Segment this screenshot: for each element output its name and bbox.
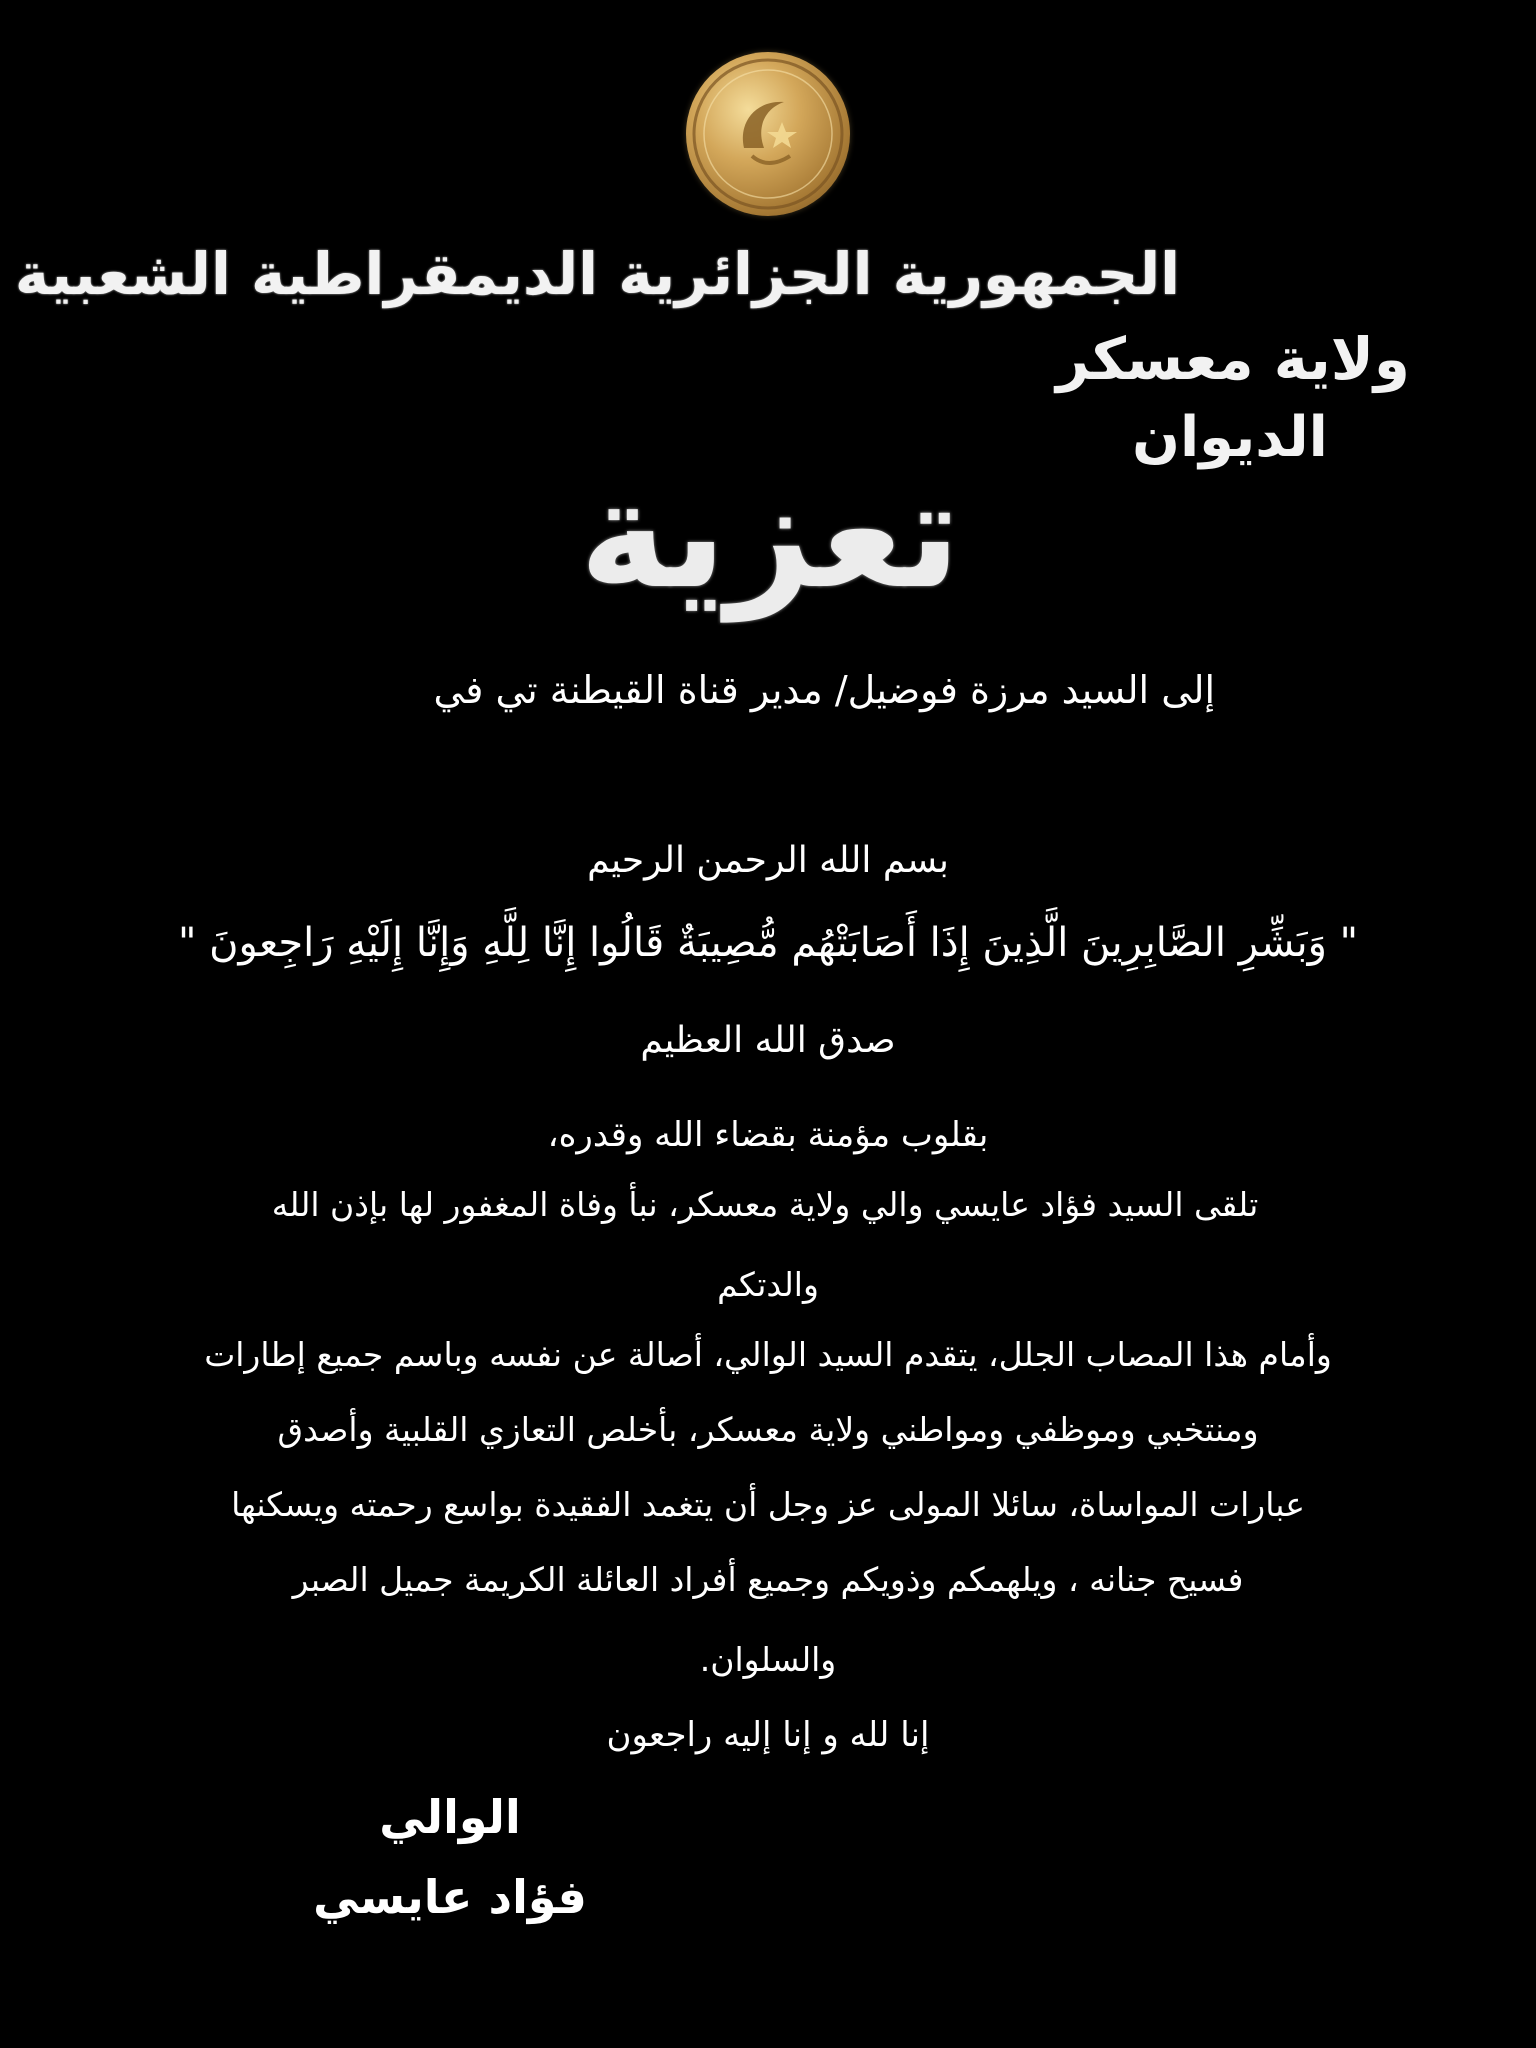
basmala: بسم الله الرحمن الرحيم	[587, 840, 949, 881]
body-line: وأمام هذا المصاب الجلل، يتقدم السيد الوالي، أصالة عن نفسه وباسم جميع إطارات	[204, 1335, 1332, 1374]
body-line: ومنتخبي وموظفي ومواطني ولاية معسكر، بأخلص التعازي القلبية وأصدق	[277, 1410, 1259, 1449]
quran-verse: " وَبَشِّرِ الصَّابِرِينَ الَّذِينَ إِذَا أَصَابَتْهُم مُّصِيبَةٌ قَالُوا إِنَّا لِلَّهِ وَإِنَّا إِلَيْهِ رَاجِعونَ "	[177, 920, 1359, 966]
signature-name: فؤاد عايسي	[313, 1870, 587, 1924]
seal-emblem-graphic	[686, 52, 850, 216]
body-line: عبارات المواساة، سائلا المولى عز وجل أن يتغمد الفقيدة بواسع رحمته ويسكنها	[231, 1485, 1305, 1524]
office-name: الديوان	[1132, 405, 1328, 470]
recipient-line: إلى السيد مرزة فوضيل/ مدير قناة القيطنة تي في	[433, 668, 1215, 712]
body-line: فسيح جنانه ، ويلهمكم وذويكم وجميع أفراد العائلة الكريمة جميل الصبر	[292, 1560, 1244, 1599]
closing-line: إنا لله و إنا إليه راجعون	[606, 1715, 930, 1755]
algeria-seal-icon	[686, 52, 850, 216]
body-intro: بقلوب مؤمنة بقضاء الله وقدره،	[547, 1115, 989, 1155]
document-title: تعزية	[579, 448, 961, 622]
signature-title: الوالي	[379, 1790, 521, 1844]
body-line: والدتكم	[717, 1265, 819, 1304]
country-name: الجمهورية الجزائرية الديمقراطية الشعبية	[14, 240, 1180, 308]
body-line: والسلوان.	[699, 1640, 837, 1679]
wilaya-name: ولاية معسكر	[1056, 325, 1410, 393]
sadaq-line: صدق الله العظيم	[640, 1020, 896, 1061]
body-line: تلقى السيد فؤاد عايسي والي ولاية معسكر، نبأ وفاة المغفور لها بإذن الله	[271, 1185, 1259, 1224]
